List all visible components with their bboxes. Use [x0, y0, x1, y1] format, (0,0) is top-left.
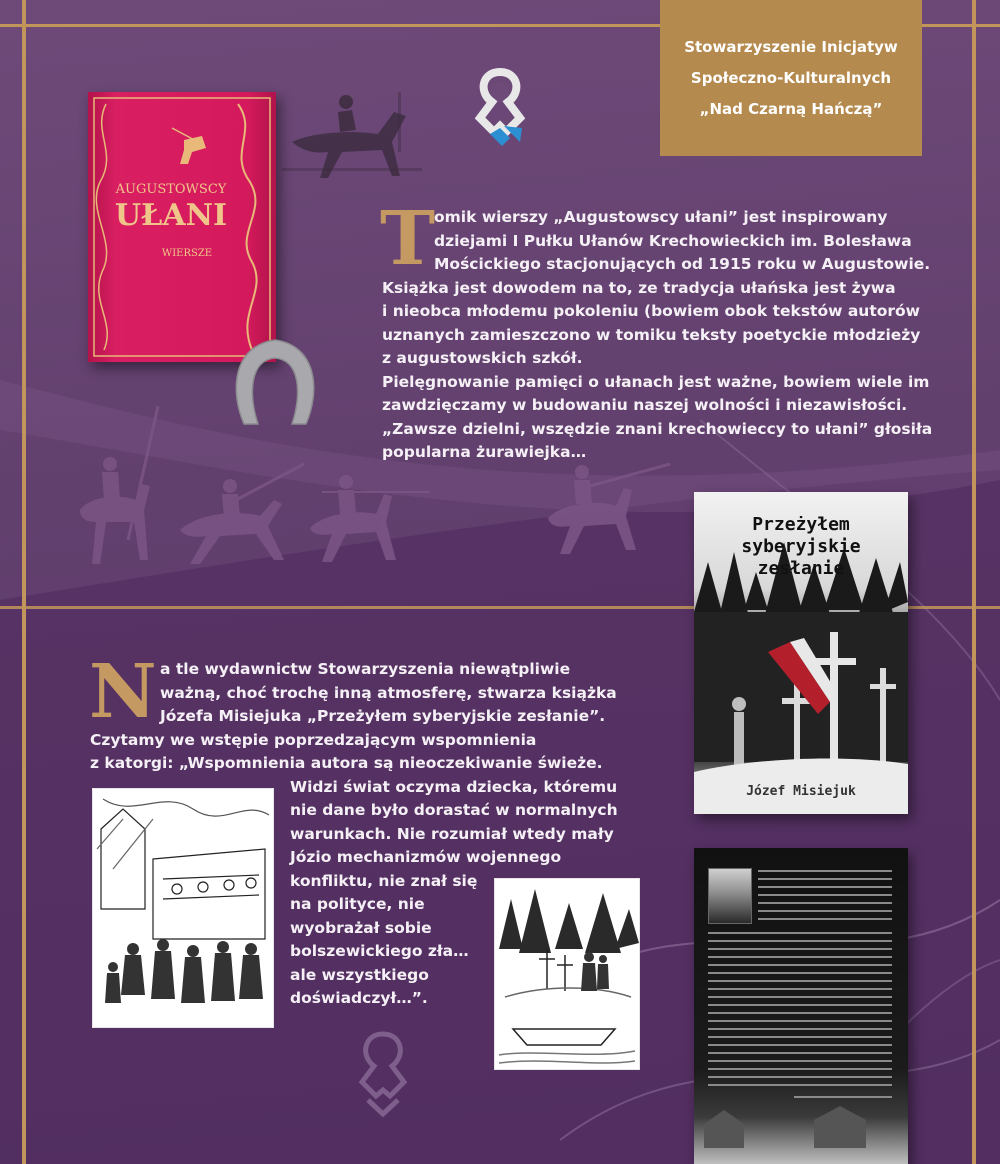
book1-subtitle: WIERSZE	[161, 248, 213, 259]
frame-line-right	[972, 0, 976, 1164]
section1-line: dziejami I Pułku Ułanów Krechowieckich im. Bolesława	[434, 231, 912, 250]
section2-line: Czytamy we wstępie poprzedzającym wspomnienia	[90, 730, 537, 749]
book1-title-line1: AUGUSTOWSCY	[115, 182, 227, 197]
section2-line: nie dane było dorastać w normalnych	[290, 801, 618, 819]
section1-line: uznanych zamieszczono w tomiku teksty poetyckie młodzieży	[382, 325, 921, 344]
section1-line: i nieobca młodemu pokoleniu (bowiem obok tekstów autorów	[382, 302, 920, 320]
cavalry-rider-sketch	[282, 72, 422, 184]
deportation-scene-sketch	[93, 789, 273, 1027]
section2-line: konfliktu, nie znał się	[290, 871, 478, 890]
association-logo-icon	[470, 68, 530, 154]
book1-title-line2: UŁANI	[114, 198, 228, 233]
section2-line: warunkach. Nie rozumiał wtedy mały	[290, 824, 614, 843]
organization-name-line1: Stowarzyszenie Inicjatyw	[684, 37, 898, 56]
book-cover-augustowscy-ulani	[88, 92, 276, 362]
book-back-cover	[694, 848, 908, 1164]
frame-line-left	[22, 0, 26, 1164]
association-logo-watermark-icon	[350, 1030, 416, 1120]
section2-line: na polityce, nie	[290, 895, 425, 913]
organization-name-line3: „Nad Czarną Hańczą”	[699, 99, 883, 118]
organization-name-line2: Społeczno-Kulturalnych	[690, 68, 892, 87]
section1-line: Książka jest dowodem na to, ze tradycja ułańska jest żywa	[382, 278, 896, 297]
book2-title-line1: Przeżyłem	[752, 514, 850, 535]
cavalry-silhouettes-decoration	[70, 400, 690, 580]
book2-title-line2: syberyjskie	[741, 536, 861, 557]
section2-line: Widzi świat oczyma dziecka, któremu	[290, 777, 618, 796]
book2-title-line3: zesłanie	[757, 558, 845, 579]
deportation-scene-drawing	[92, 788, 274, 1028]
section2-line: doświadczył…”.	[290, 989, 428, 1007]
section2-line: Józio mechanizmów wojennego	[290, 848, 562, 866]
section2-line: ale wszystkiego	[290, 965, 429, 984]
section2-line: Józefa Misiejuka „Przeżyłem syberyjskie zesłanie”.	[160, 707, 606, 725]
section2-line: wyobrażał sobie	[290, 918, 432, 937]
section1-line: Mościckiego stacjonujących od 1915 roku w Augustowie.	[434, 255, 931, 273]
graves-and-boat-drawing	[494, 878, 640, 1070]
section1-drop-cap: T	[380, 196, 436, 282]
organization-name-box	[660, 0, 922, 156]
section1-line: Pielęgnowanie pamięci o ułanach jest ważne, bowiem wiele im	[382, 372, 930, 391]
graves-and-boat-sketch	[495, 879, 639, 1069]
section1-line: z augustowskich szkół.	[382, 349, 583, 367]
section1-line: omik wierszy „Augustowscy ułani” jest inspirowany	[434, 208, 888, 226]
book-cover-przezylem-syberyjskie-zeslanie	[694, 492, 908, 814]
section2-line: a tle wydawnictw Stowarzyszenia niewątpliwie	[160, 660, 571, 678]
section2-line: z katorgi: „Wspomnienia autora są nieoczekiwanie świeże.	[90, 754, 603, 772]
section2-drop-cap: N	[89, 649, 157, 735]
back-cover-text-lines	[694, 848, 908, 1164]
section1-line: popularna żurawiejka…	[382, 443, 587, 461]
section2-line: bolszewickiego zła…	[290, 942, 469, 960]
section2-line: ważną, choć trochę inną atmosferę, stwarza książka	[160, 683, 617, 702]
section1-line: zawdzięczamy w budowaniu naszej wolności i niezawisłości.	[382, 396, 908, 414]
section1-line: „Zawsze dzielni, wszędzie znani krechowieccy to ułani” głosiła	[382, 419, 933, 438]
book2-author: Józef Misiejuk	[746, 784, 856, 799]
